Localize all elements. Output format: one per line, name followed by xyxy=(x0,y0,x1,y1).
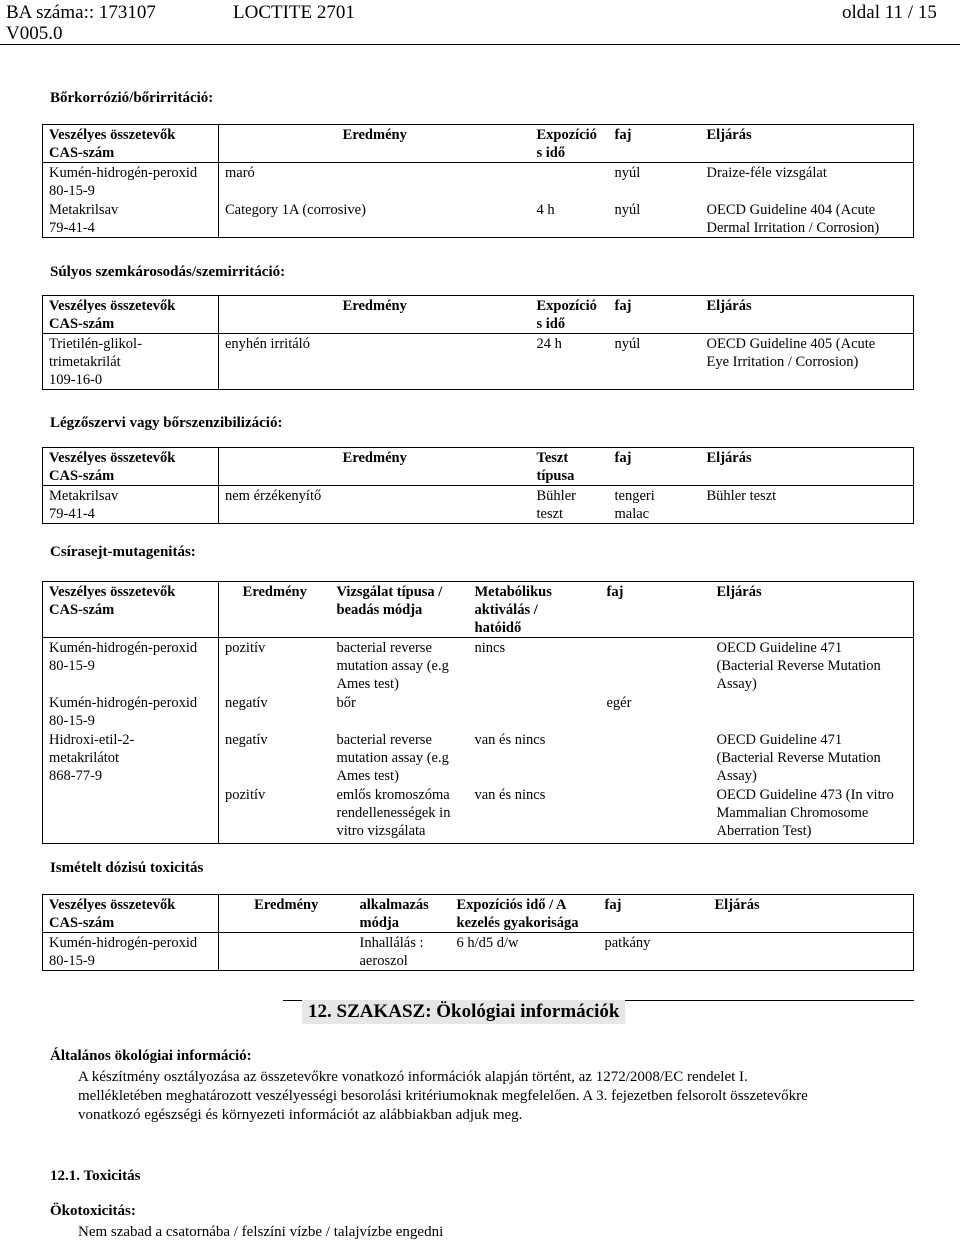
substance-cell: Metakrilsav 79-41-4 xyxy=(43,486,219,524)
exposure-cell: 24 h xyxy=(531,334,609,390)
substance-cell: Kumén-hidrogén-peroxid 80-15-9 xyxy=(43,933,219,971)
substance-cell: Trietilén-glikol- trimetakrilát 109-16-0 xyxy=(43,334,219,390)
col-test-type: Vizsgálat típusa / beadás módja xyxy=(336,584,443,618)
type-cell: bacterial reverse mutation assay (e.g Ames test) xyxy=(336,732,449,784)
general-eco-title: Általános ökológiai információ: xyxy=(50,1048,252,1064)
exposure-cell: 6 h/d5 d/w xyxy=(451,933,599,971)
repeat-table xyxy=(42,894,914,971)
species-cell xyxy=(601,638,711,694)
col-substance: Veszélyes összetevők CAS-szám xyxy=(49,584,176,618)
general-eco-text-line-3: vonatkozó egészségi és környezeti információt az alábbiakban adjuk meg. xyxy=(78,1107,523,1123)
col-exposure: Expozíció s idő xyxy=(536,127,597,161)
type-cell: bőr xyxy=(336,695,356,711)
col-route: alkalmazás módja xyxy=(359,897,429,931)
table-header-row xyxy=(43,582,914,638)
col-substance: Veszélyes összetevők CAS-szám xyxy=(49,450,176,484)
species-cell: nyúl xyxy=(614,202,641,218)
col-method: Eljárás xyxy=(706,127,752,143)
table-row xyxy=(43,334,914,390)
species-cell xyxy=(601,730,711,785)
col-species: faj xyxy=(604,897,622,913)
table-header-row xyxy=(43,895,914,933)
header-divider xyxy=(0,44,960,45)
skin-section-title: Bőrkorrózió/bőrirritáció: xyxy=(50,90,214,106)
table-header-row xyxy=(43,125,914,163)
test-cell: Bühler teszt xyxy=(531,486,609,524)
muta-section-title: Csírasejt-mutagenitás: xyxy=(50,544,196,560)
result-cell: maró xyxy=(219,163,531,201)
table-row xyxy=(43,638,914,694)
result-cell: pozitív xyxy=(219,638,331,694)
metab-cell: van és nincs xyxy=(474,787,546,803)
substance-cell xyxy=(43,785,219,844)
method-cell: OECD Guideline 405 (Acute Eye Irritation / Corrosion) xyxy=(701,334,914,390)
sens-section-title: Légzőszervi vagy bőrszenzibilizáció: xyxy=(50,415,283,431)
repeat-section-title: Ismételt dózisú toxicitás xyxy=(50,860,204,876)
table-row xyxy=(43,933,914,971)
substance-cell: Metakrilsav 79-41-4 xyxy=(49,202,119,236)
table-row xyxy=(43,730,914,785)
col-species: faj xyxy=(614,298,632,314)
result-cell xyxy=(219,933,354,971)
version: V005.0 xyxy=(6,23,63,44)
species-cell: tengeri malac xyxy=(609,486,701,524)
skin-table xyxy=(42,124,914,238)
page-number: oldal 11 / 15 xyxy=(842,2,937,23)
ecotox-text: Nem szabad a csatornába / felszíni vízbe / talajvízbe engedni xyxy=(78,1224,444,1240)
method-cell xyxy=(709,933,914,971)
metab-cell: van és nincs xyxy=(474,732,546,748)
type-cell: emlős kromoszóma rendellenességek in vitro vizsgálata xyxy=(336,787,451,839)
muta-table xyxy=(42,581,914,844)
substance-cell: Kumén-hidrogén-peroxid 80-15-9 xyxy=(43,163,219,201)
col-test-type: Teszt típusa xyxy=(536,450,575,484)
product-name: LOCTITE 2701 xyxy=(233,2,355,23)
eye-section-title: Súlyos szemkárosodás/szemirritáció: xyxy=(50,264,286,280)
col-method: Eljárás xyxy=(716,584,762,600)
col-species: faj xyxy=(606,584,624,600)
species-cell: patkány xyxy=(599,933,709,971)
table-row xyxy=(43,200,914,238)
col-method: Eljárás xyxy=(706,450,752,466)
result-cell: enyhén irritáló xyxy=(219,334,531,390)
col-species: faj xyxy=(614,127,632,143)
species-cell: egér xyxy=(606,695,632,711)
exposure-cell xyxy=(531,163,609,201)
table-row xyxy=(43,486,914,524)
substance-cell: Kumén-hidrogén-peroxid 80-15-9 xyxy=(49,695,198,729)
species-cell xyxy=(601,785,711,844)
method-cell: Bühler teszt xyxy=(701,486,914,524)
ecotox-title: Ökotoxicitás: xyxy=(50,1203,136,1219)
col-method: Eljárás xyxy=(706,298,752,314)
col-exposure: Expozíciós idő / A kezelés gyakorisága xyxy=(456,897,579,931)
col-method: Eljárás xyxy=(714,897,760,913)
result-cell: nem érzékenyítő xyxy=(219,486,531,524)
col-result: Eredmény xyxy=(219,582,331,638)
table-header-row xyxy=(43,296,914,334)
col-metabolic: Metabólikus aktiválás / hatóidő xyxy=(474,584,552,636)
col-result: Eredmény xyxy=(219,448,531,486)
col-species: faj xyxy=(614,450,632,466)
method-cell xyxy=(711,693,914,730)
table-header-row xyxy=(43,448,914,486)
metab-cell: nincs xyxy=(469,638,601,694)
type-cell: bacterial reverse mutation assay (e.g Ames test) xyxy=(331,638,469,694)
method-cell: Draize-féle vizsgálat xyxy=(701,163,914,201)
sens-table xyxy=(42,447,914,524)
table-row xyxy=(43,785,914,844)
substance-cell: Hidroxi-etil-2- metakrilátot 868-77-9 xyxy=(49,732,135,784)
method-cell: OECD Guideline 471 (Bacterial Reverse Mutation Assay) xyxy=(716,732,881,784)
col-substance: Veszélyes összetevők CAS-szám xyxy=(49,298,176,332)
method-cell: OECD Guideline 473 (In vitro Mammalian Chromosome Aberration Test) xyxy=(716,787,894,839)
result-cell: negatív xyxy=(219,730,331,785)
col-substance: Veszélyes összetevők CAS-szám xyxy=(49,127,176,161)
method-cell: OECD Guideline 471 (Bacterial Reverse Mutation Assay) xyxy=(711,638,914,694)
result-cell: negatív xyxy=(219,693,331,730)
table-row xyxy=(43,163,914,201)
col-result: Eredmény xyxy=(219,296,531,334)
result-cell: pozitív xyxy=(219,785,331,844)
ba-number: BA száma:: 173107 xyxy=(6,2,156,23)
general-eco-text-line-2: mellékletében meghatározott veszélyességi besorolási kritériumoknak megfelelően. A 3. fejezetben felsorolt összetevőkre xyxy=(78,1088,808,1104)
table-row xyxy=(43,693,914,730)
eye-table xyxy=(42,295,914,390)
species-cell: nyúl xyxy=(609,163,701,201)
section-12-title: 12. SZAKASZ: Ökológiai információk xyxy=(302,1000,625,1024)
metab-cell xyxy=(469,693,601,730)
toxicity-title: 12.1. Toxicitás xyxy=(50,1168,141,1184)
species-cell: nyúl xyxy=(609,334,701,390)
general-eco-text-line-1: A készítmény osztályozása az összetevőkre vonatkozó információk alapján történt, az 1272/2008/EC rendelet I. xyxy=(78,1069,748,1085)
col-result: Eredmény xyxy=(219,125,531,163)
method-cell: OECD Guideline 404 (Acute Dermal Irritation / Corrosion) xyxy=(706,202,880,236)
col-substance: Veszélyes összetevők CAS-szám xyxy=(49,897,176,931)
result-cell: Category 1A (corrosive) xyxy=(219,200,531,238)
col-result: Eredmény xyxy=(219,895,354,933)
route-cell: Inhallálás : aeroszol xyxy=(354,933,451,971)
col-exposure: Expozíció s idő xyxy=(536,298,597,332)
substance-cell: Kumén-hidrogén-peroxid 80-15-9 xyxy=(43,638,219,694)
exposure-cell: 4 h xyxy=(536,202,555,218)
